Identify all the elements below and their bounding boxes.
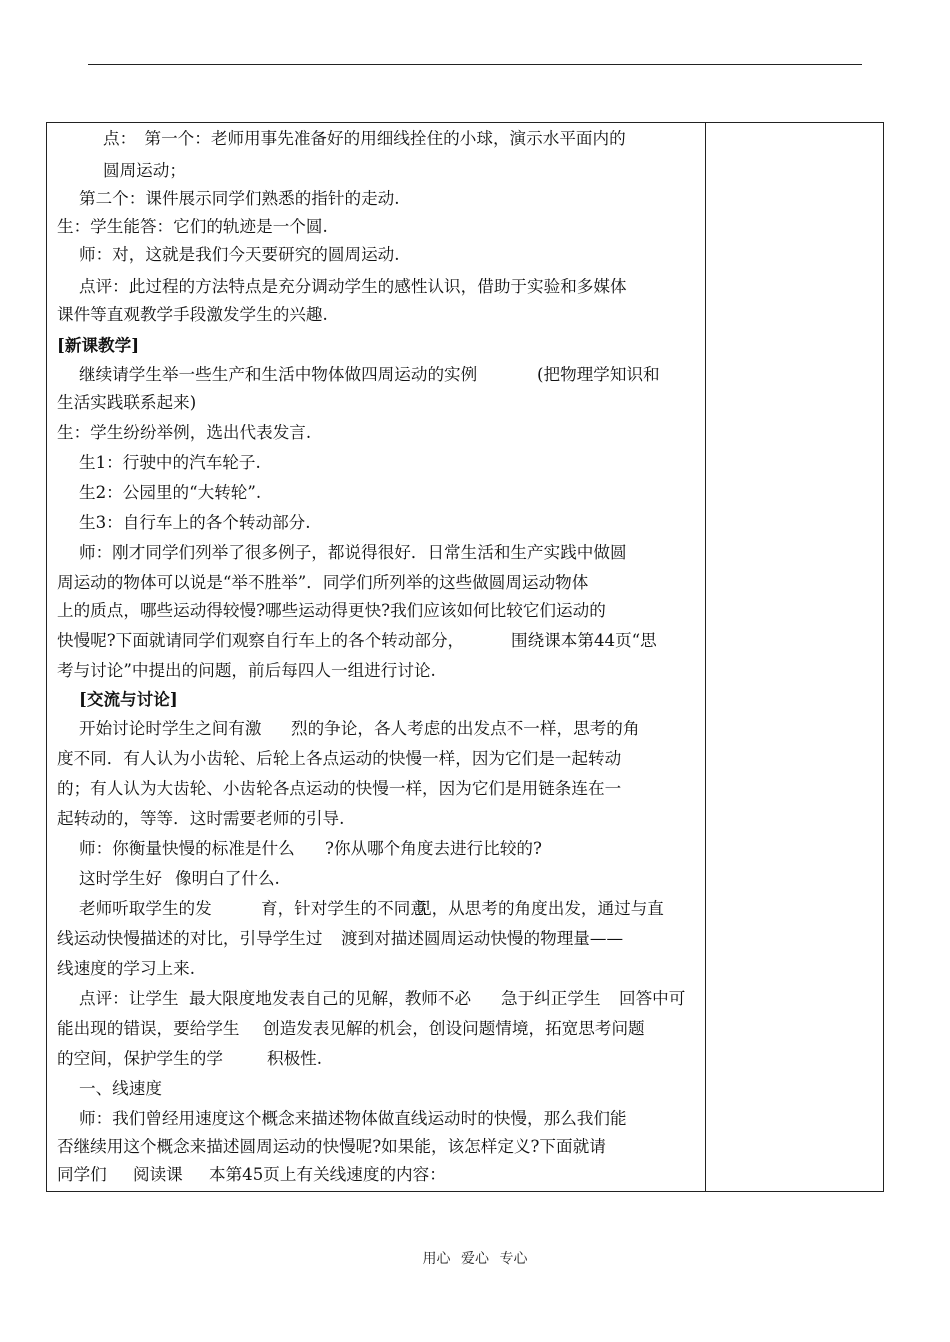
- text-segment: 回答中可: [619, 989, 686, 1008]
- text-line: 上的质点，哪些运动得较慢?哪些运动得更快?我们应该如何比较它们运动的: [57, 601, 606, 620]
- text-line: 生活实践联系起来): [57, 393, 197, 412]
- text-line: 度不同．有人认为小齿轮、后轮上各点运动的快慢一样，因为它们是一起转动: [57, 749, 622, 768]
- text-segment: 这时学生好: [79, 869, 162, 888]
- text-line: 周运动的物体可以说是“举不胜举”．同学们所列举的这些做圆周运动物体: [57, 573, 589, 592]
- text-segment: 老师听取学生的发: [79, 899, 212, 918]
- text-segment: 开始讨论时学生之间有激: [79, 719, 262, 738]
- text-segment: 积极性.: [267, 1049, 323, 1068]
- text-line: [79, 719, 640, 739]
- text-line: 否继续用这个概念来描述圆周运动的快慢呢?如果能，该怎样定义?下面就请: [57, 1137, 606, 1156]
- header-rule: [88, 64, 862, 65]
- text-segment: 渡到对描述圆周运动快慢的物理量——: [341, 929, 624, 948]
- text-line: [57, 1019, 645, 1039]
- text-segment: 本第45页上有关线速度的内容：: [209, 1165, 446, 1184]
- text-segment: 师：你衡量快慢的标准是什么: [79, 839, 295, 858]
- text-segment: (把物理学知识和: [537, 365, 660, 384]
- section-heading: [新课教学]: [57, 335, 140, 355]
- text-segment: 围绕课本第44页“思: [511, 631, 657, 650]
- text-segment: 同学们: [57, 1165, 107, 1184]
- text-segment: 线运动快慢描述的对比，引导学生过: [57, 929, 323, 948]
- text-line: 的；有人认为大齿轮、小齿轮各点运动的快慢一样，因为它们是用链条连在一: [57, 779, 622, 798]
- text-segment: 育，针对学生的不同意: [261, 899, 427, 918]
- text-line: 点评：此过程的方法特点是充分调动学生的感性认识，借助于实验和多媒体: [79, 277, 627, 296]
- text-line: 起转动的，等等．这时需要老师的引导.: [57, 809, 345, 828]
- notes-column: [706, 123, 883, 1191]
- text-segment: ?你从哪个角度去进行比较的?: [325, 839, 542, 858]
- text-segment: 急于纠正学生: [501, 989, 601, 1008]
- text-line: 生1：行驶中的汽车轮子.: [79, 453, 261, 472]
- text-segment: 能出现的错误，要给学生: [57, 1019, 240, 1038]
- text-line: [57, 929, 624, 949]
- text-line: 师：刚才同学们列举了很多例子，都说得很好．日常生活和生产实践中做圆: [79, 543, 627, 562]
- text-segment: 像明白了什么.: [175, 869, 280, 888]
- text-line: 师：我们曾经用速度这个概念来描述物体做直线运动时的快慢，那么我们能: [79, 1109, 627, 1128]
- text-line: 线速度的学习上来.: [57, 959, 196, 978]
- section-heading: [交流与讨论]: [79, 689, 178, 709]
- text-line: [79, 989, 686, 1009]
- text-line: 一、线速度: [79, 1079, 162, 1098]
- text-line: [79, 365, 660, 385]
- text-segment: 最大限度地发表自己的见解，教师不必: [189, 989, 472, 1008]
- text-line: 生：学生能答：它们的轨迹是一个圆.: [57, 217, 328, 236]
- text-line: [79, 839, 542, 859]
- text-segment: 点评：让学生: [79, 989, 179, 1008]
- text-segment: 的空间，保护学生的学: [57, 1049, 223, 1068]
- lesson-table: [46, 122, 884, 1192]
- text-line: 圆周运动；: [103, 161, 186, 180]
- text-segment: 快慢呢?下面就请同学们观察自行车上的各个转动部分，: [57, 631, 465, 650]
- text-line: [57, 631, 657, 651]
- text-line: 点： 第一个：老师用事先准备好的用细线拴住的小球，演示水平面内的: [103, 129, 626, 148]
- text-line: 师：对，这就是我们今天要研究的圆周运动.: [79, 245, 400, 264]
- text-line: 生3：自行车上的各个转动部分.: [79, 513, 311, 532]
- text-line: 第二个：课件展示同学们熟悉的指针的走动.: [79, 189, 400, 208]
- text-segment: 烈的争论，各人考虑的出发点不一样，思考的角: [291, 719, 640, 738]
- text-line: 课件等直观教学手段激发学生的兴趣.: [57, 305, 328, 324]
- text-line: 生：学生纷纷举例，选出代表发言.: [57, 423, 312, 442]
- text-line: 生2：公园里的“大转轮”.: [79, 483, 262, 502]
- text-segment: 阅读课: [133, 1165, 183, 1184]
- page-footer: 用心 爱心 专心: [422, 1251, 528, 1267]
- text-line: [79, 869, 280, 889]
- text-line: 考与讨论”中提出的问题，前后每四人一组进行讨论.: [57, 661, 436, 680]
- text-segment: 继续请学生举一些生产和生活中物体做四周运动的实例: [79, 365, 478, 384]
- text-segment: 创造发表见解的机会，创设问题情境，拓宽思考问题: [263, 1019, 645, 1038]
- text-segment: 见，从思考的角度出发，通过与直: [415, 899, 664, 918]
- text-line: [57, 1049, 323, 1069]
- text-line: [79, 899, 664, 919]
- text-line: [57, 1165, 446, 1185]
